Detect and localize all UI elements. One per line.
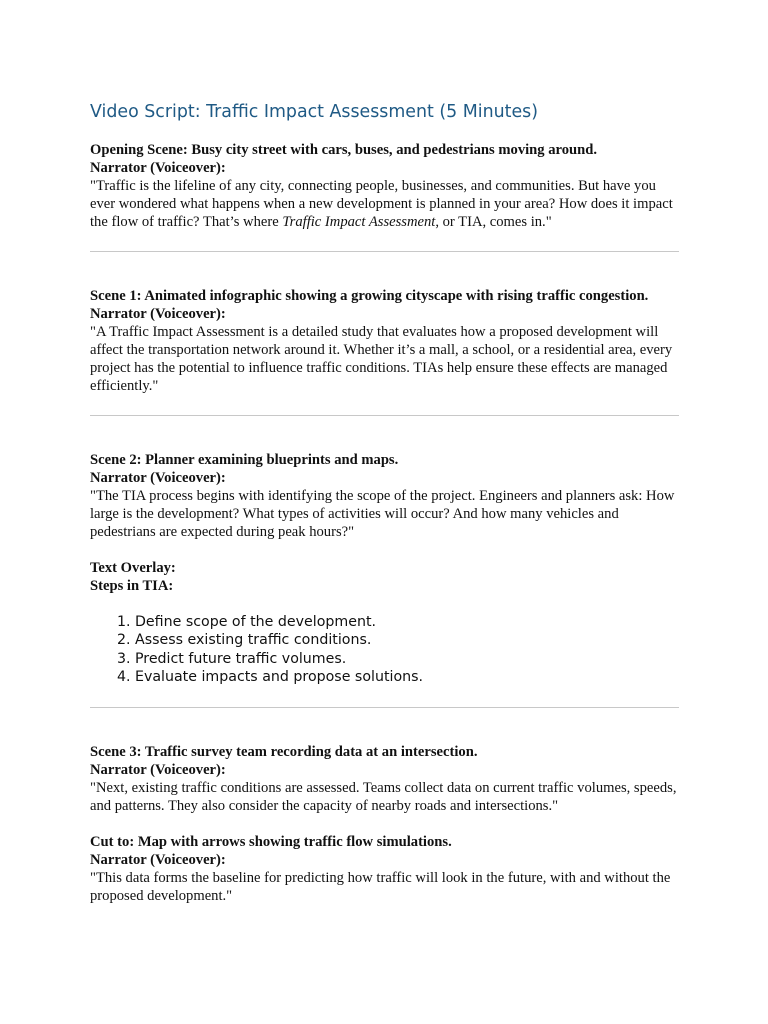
narration-text: "The TIA process begins with identifying the scope of the project. Engineers and planners ask: How large is the development? What types of activities will occur? And how many vehicles and pedestrians are expected during peak hours?" [90,488,675,540]
step-item: 4. Evaluate impacts and propose solutions. [135,668,679,686]
speaker-label: Narrator (Voiceover): [90,306,226,322]
overlay-title: Steps in TIA: [90,578,174,594]
speaker-label: Narrator (Voiceover): [90,851,226,868]
step-item: 1. Define scope of the development. [135,613,679,631]
narration-text-part: , or TIA, comes in." [435,214,552,230]
scene-heading: Scene 2: Planner examining blueprints and maps. [90,452,399,468]
scene-heading: Opening Scene: Busy city street with cars, buses, and pedestrians moving around. [90,142,598,158]
narration-text-part: "Traffic is the lifeline of any city, connecting people, businesses, and communities. But have you ever wondered what happens when a new development is planned in your area? How does it impact the flow of traffic? That’s where [90,178,673,230]
narration-text: "A Traffic Impact Assessment is a detailed study that evaluates how a proposed development will affect the transportation network around it. Whether it’s a mall, a school, or a residential area, every project has the potential to influence traffic conditions. TIAs help ensure these effects are managed efficiently." [90,324,673,394]
section-divider [90,251,679,252]
opening-section [90,141,679,231]
step-item: 3. Predict future traffic volumes. [135,650,679,668]
section-divider [90,415,679,416]
speaker-label: Narrator (Voiceover): [90,160,226,176]
paragraph-gap [90,815,679,833]
step-item: 2. Assess existing traffic conditions. [135,631,679,649]
scene-2-section [90,451,679,687]
scene-heading: Cut to: Map with arrows showing traffic flow simulations. [90,833,452,850]
document-page [90,100,679,905]
document-title: Video Script: Traffic Impact Assessment (5 Minutes) [90,102,538,122]
scene-3-section [90,743,679,905]
narration-italic-term: Traffic Impact Assessment [282,214,436,230]
section-divider [90,707,679,708]
scene-heading: Scene 1: Animated infographic showing a growing cityscape with rising traffic congestion. [90,288,649,304]
narration-text: "Next, existing traffic conditions are assessed. Teams collect data on current traffic volumes, speeds, and patterns. They also consider the capacity of nearby roads and intersections." [90,779,677,814]
steps-list [90,613,679,687]
speaker-label: Narrator (Voiceover): [90,470,226,486]
speaker-label: Narrator (Voiceover): [90,761,226,778]
paragraph-gap [90,541,679,559]
scene-heading: Scene 3: Traffic survey team recording data at an intersection. [90,743,478,760]
scene-1-section [90,287,679,395]
overlay-label: Text Overlay: [90,560,176,576]
narration-text [90,177,679,231]
narration-text: "This data forms the baseline for predicting how traffic will look in the future, with and without the proposed development." [90,869,671,904]
